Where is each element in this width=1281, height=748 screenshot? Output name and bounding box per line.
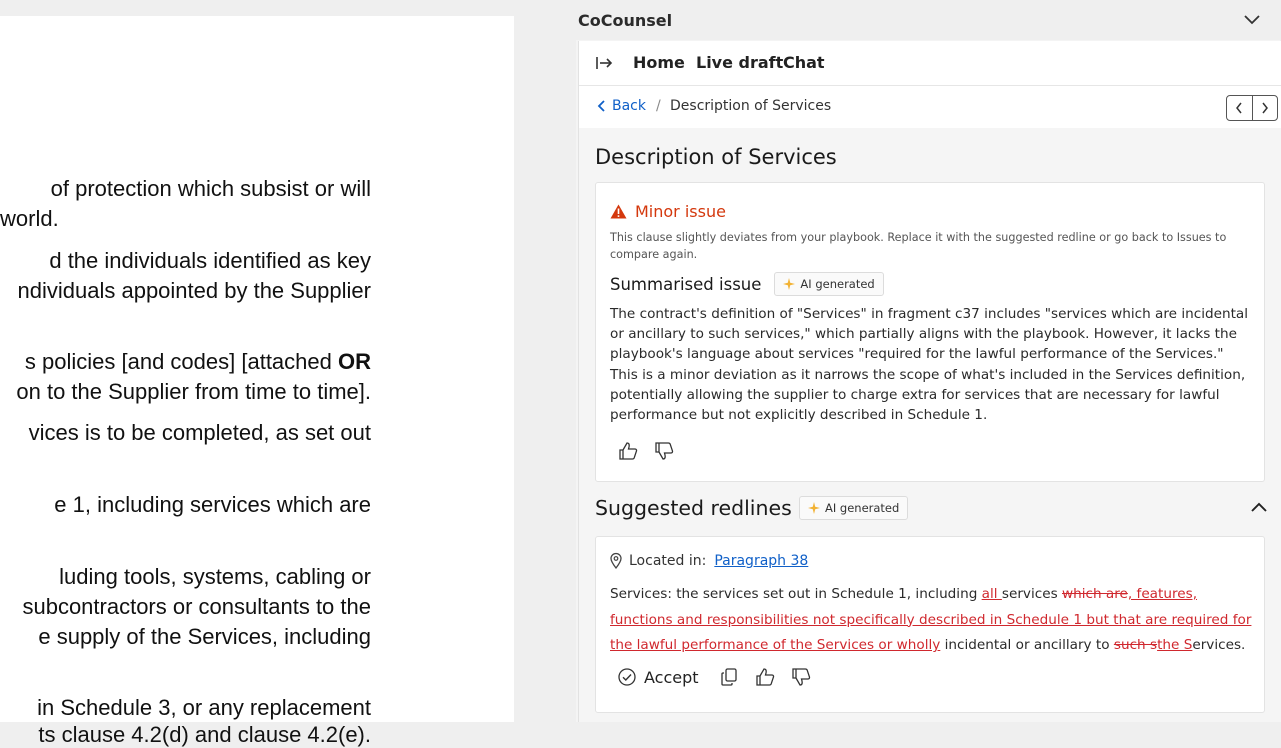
back-label: Back — [612, 98, 646, 114]
pane-body — [578, 41, 1281, 722]
issue-description: This clause slightly deviates from your playbook. Replace it with the suggested redline or go back to Issues to compare again. — [610, 231, 1227, 261]
feedback-row — [618, 441, 690, 461]
redline-deletion: which are — [1061, 586, 1128, 602]
warning-icon — [610, 204, 627, 219]
page-title: Description of Services — [595, 145, 837, 169]
ai-generated-badge: AI generated — [774, 272, 883, 296]
redline-insertion: the S — [1157, 637, 1193, 653]
paragraph-link[interactable]: Paragraph 38 — [714, 553, 809, 569]
redline-segment: Services: the services set out in Schedule 1, including — [610, 586, 982, 602]
document-line: s policies [and codes] [attached OR — [24, 349, 371, 374]
ai-generated-badge: AI generated — [799, 496, 908, 520]
thumbs-up-icon[interactable] — [618, 441, 638, 461]
redline-segment: incidental or ancillary to — [940, 637, 1114, 653]
chevron-left-icon — [597, 100, 606, 112]
document-line: world. — [0, 206, 59, 231]
breadcrumb-separator: / — [656, 98, 661, 114]
sparkle-icon — [808, 502, 820, 514]
redline-insertion: , features, functions and responsibilities not specifically described in Schedule 1 but that are required for the lawful performance of the Services or wholly — [610, 586, 1252, 653]
location-row — [610, 553, 808, 569]
document-page[interactable] — [0, 16, 514, 747]
document-line: subcontractors or consultants to the — [22, 594, 371, 619]
tab-live-draft[interactable]: Live draft — [696, 53, 784, 72]
summary-text: The contract's definition of "Services" in fragment c37 includes "services which are incidental or ancillary to such services," which partially aligns with the playbook. However, it lacks the playbook's language about services "required for the lawful performance of the Services." This is a minor deviation as it narrows the scope of what's included in the Services definition, potentially allowing the supplier to charge extra for services that are necessary for lawful performance but not explicitly described in Schedule 1. — [610, 306, 1249, 424]
document-line: of protection which subsist or will — [50, 176, 371, 201]
summary-header — [610, 272, 884, 296]
redline-deletion: such s — [1113, 637, 1158, 653]
accept-button[interactable]: Accept — [618, 668, 699, 687]
located-label: Located in: — [629, 553, 707, 569]
document-line: on to the Supplier from time to time]. — [16, 379, 371, 404]
chevron-up-icon[interactable] — [1249, 499, 1269, 515]
breadcrumb-current: Description of Services — [670, 98, 832, 114]
summary-title: Summarised issue — [610, 274, 762, 294]
thumbs-up-icon[interactable] — [755, 667, 775, 687]
redline-segment: services — [1001, 586, 1062, 602]
redline-card — [595, 536, 1265, 713]
chevron-down-icon[interactable] — [1242, 12, 1262, 28]
tab-chat[interactable]: Chat — [783, 53, 825, 72]
issue-card — [595, 182, 1265, 482]
sparkle-icon — [783, 278, 795, 290]
redline-segment: ervices. — [1192, 637, 1246, 653]
back-button[interactable] — [597, 98, 646, 114]
thumbs-down-icon[interactable] — [654, 441, 674, 461]
chevron-left-icon — [1235, 102, 1243, 114]
nav-bar — [579, 41, 1281, 86]
document-line: in Schedule 3, or any replacement — [37, 695, 371, 720]
location-pin-icon — [610, 553, 622, 569]
document-line: vices is to be completed, as set out — [28, 420, 371, 445]
feedback-row — [719, 667, 827, 687]
redline-text — [610, 582, 1260, 659]
document-line: ts clause 4.2(d) and clause 4.2(e). — [38, 722, 371, 747]
document-line: e 1, including services which are — [54, 492, 371, 517]
previous-issue-button[interactable] — [1227, 96, 1253, 120]
redline-insertion: all — [981, 586, 1002, 602]
tab-home[interactable]: Home — [633, 53, 685, 72]
document-line: luding tools, systems, cabling or — [59, 564, 371, 589]
collapse-panel-icon[interactable] — [593, 54, 615, 72]
check-circle-icon — [618, 668, 636, 686]
document-area — [0, 0, 576, 747]
redline-actions — [618, 667, 827, 687]
pane-header — [576, 0, 1280, 40]
redlines-title: Suggested redlines — [595, 496, 792, 520]
copy-icon[interactable] — [719, 667, 739, 687]
document-line: d the individuals identified as key — [49, 248, 371, 273]
pane-title: CoCounsel — [578, 11, 673, 30]
next-issue-button[interactable] — [1253, 96, 1278, 120]
severity-label: Minor issue — [635, 202, 726, 221]
document-line: e supply of the Services, including — [38, 624, 371, 649]
thumbs-down-icon[interactable] — [791, 667, 811, 687]
issue-pager — [1226, 95, 1278, 121]
cocounsel-pane — [576, 0, 1280, 722]
redlines-header[interactable] — [595, 493, 1263, 525]
chevron-right-icon — [1261, 102, 1269, 114]
breadcrumb — [579, 86, 1281, 128]
document-line: ndividuals appointed by the Supplier — [17, 278, 371, 303]
issue-severity — [610, 202, 726, 221]
